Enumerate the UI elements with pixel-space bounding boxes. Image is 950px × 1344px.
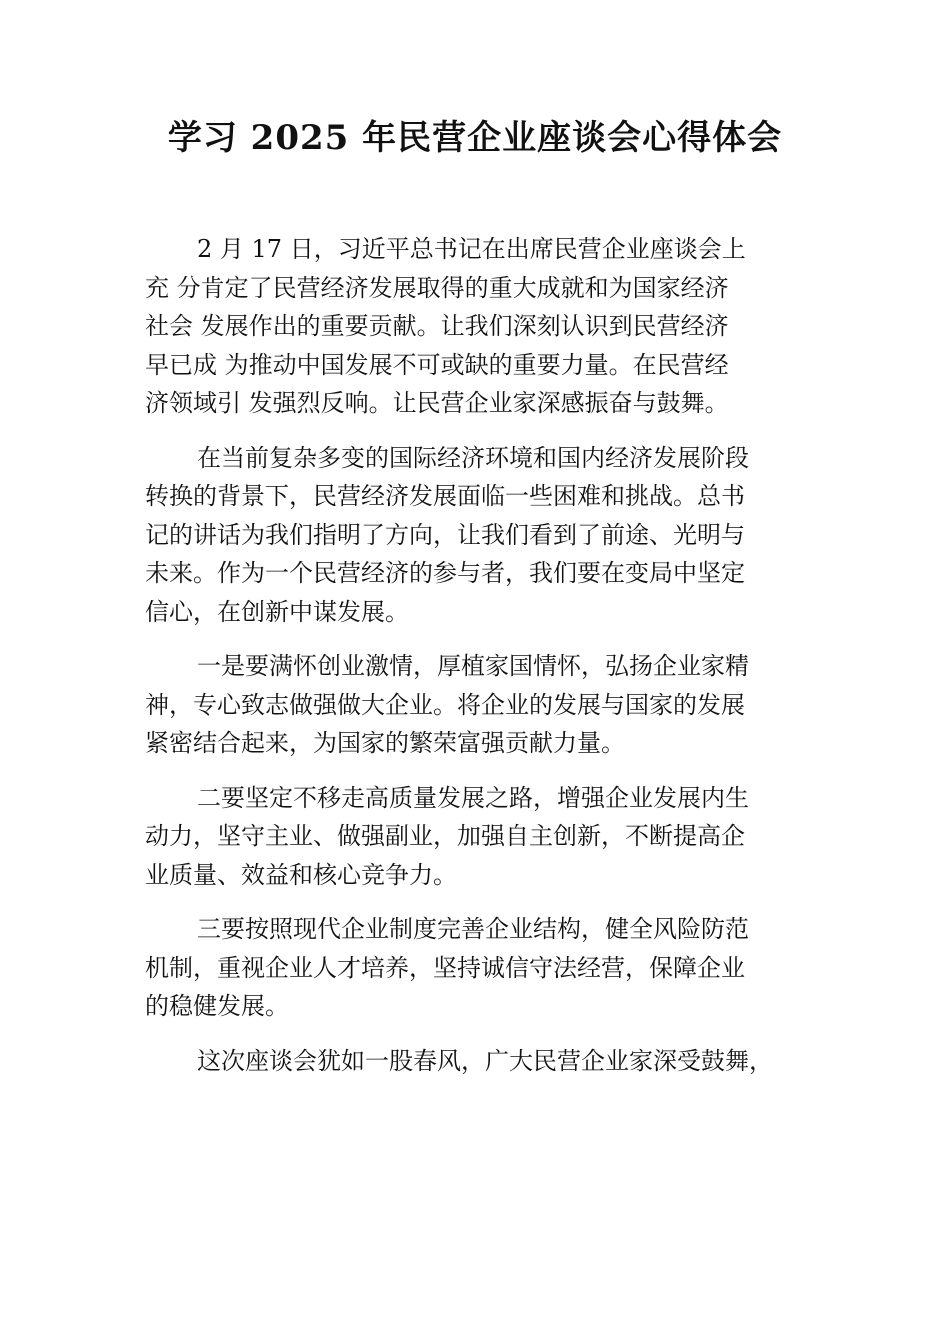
paragraph-line: 紧密结合起来，为国家的繁荣富强贡献力量。: [145, 729, 625, 757]
paragraph-line: 社会 发展作出的重要贡献。让我们深刻认识到民营经济: [145, 312, 729, 340]
paragraph-line: 记的讲话为我们指明了方向，让我们看到了前途、光明与: [145, 520, 745, 549]
paragraph-1: [145, 230, 805, 423]
paragraph-2: [145, 439, 805, 632]
paragraph-line: 未来。作为一个民营经济的参与者，我们要在变局中坚定: [145, 559, 745, 587]
paragraph-line: 济领域引 发强烈反响。让民营企业家深感振奋与鼓舞。: [145, 389, 729, 417]
paragraph-line: 这次座谈会犹如一股春风，广大民营企业家深受鼓舞，: [197, 1046, 773, 1075]
paragraph-line: 充 分肯定了民营经济发展取得的重大成就和为国家经济: [145, 273, 729, 302]
paragraph-line: 转换的背景下，民营经济发展面临一些困难和挑战。总书: [145, 482, 745, 510]
paragraph-6: [145, 1042, 805, 1081]
paragraph-line: 动力，坚守主业、做强副业，加强自主创新，不断提高企: [145, 822, 745, 850]
paragraph-line: 业质量、效益和核心竞争力。: [145, 860, 457, 889]
paragraph-line: 神，专心致志做强做大企业。将企业的发展与国家的发展: [145, 690, 745, 719]
paragraph-3: [145, 647, 805, 763]
paragraph-line: 的稳健发展。: [145, 992, 289, 1020]
document-title: 学习 2025 年民营企业座谈会心得体会: [167, 118, 783, 158]
paragraph-4: [145, 779, 805, 895]
paragraph-line: 一是要满怀创业激情，厚植家国情怀，弘扬企业家精: [197, 652, 749, 680]
document-body: [145, 230, 805, 1096]
paragraph-line: 在当前复杂多变的国际经济环境和国内经济发展阶段: [197, 443, 749, 472]
paragraph-line: 三要按照现代企业制度完善企业结构，健全风险防范: [197, 915, 749, 943]
paragraph-line: 2 月 17 日，习近平总书记在出席民营企业座谈会上: [197, 235, 746, 263]
paragraph-5: [145, 910, 805, 1026]
paragraph-line: 信心，在创新中谋发展。: [145, 597, 409, 626]
paragraph-line: 早已成 为推动中国发展不可或缺的重要力量。在民营经: [145, 350, 729, 379]
paragraph-line: 二要坚定不移走高质量发展之路，增强企业发展内生: [197, 783, 749, 812]
paragraph-line: 机制，重视企业人才培养，坚持诚信守法经营，保障企业: [145, 953, 745, 982]
